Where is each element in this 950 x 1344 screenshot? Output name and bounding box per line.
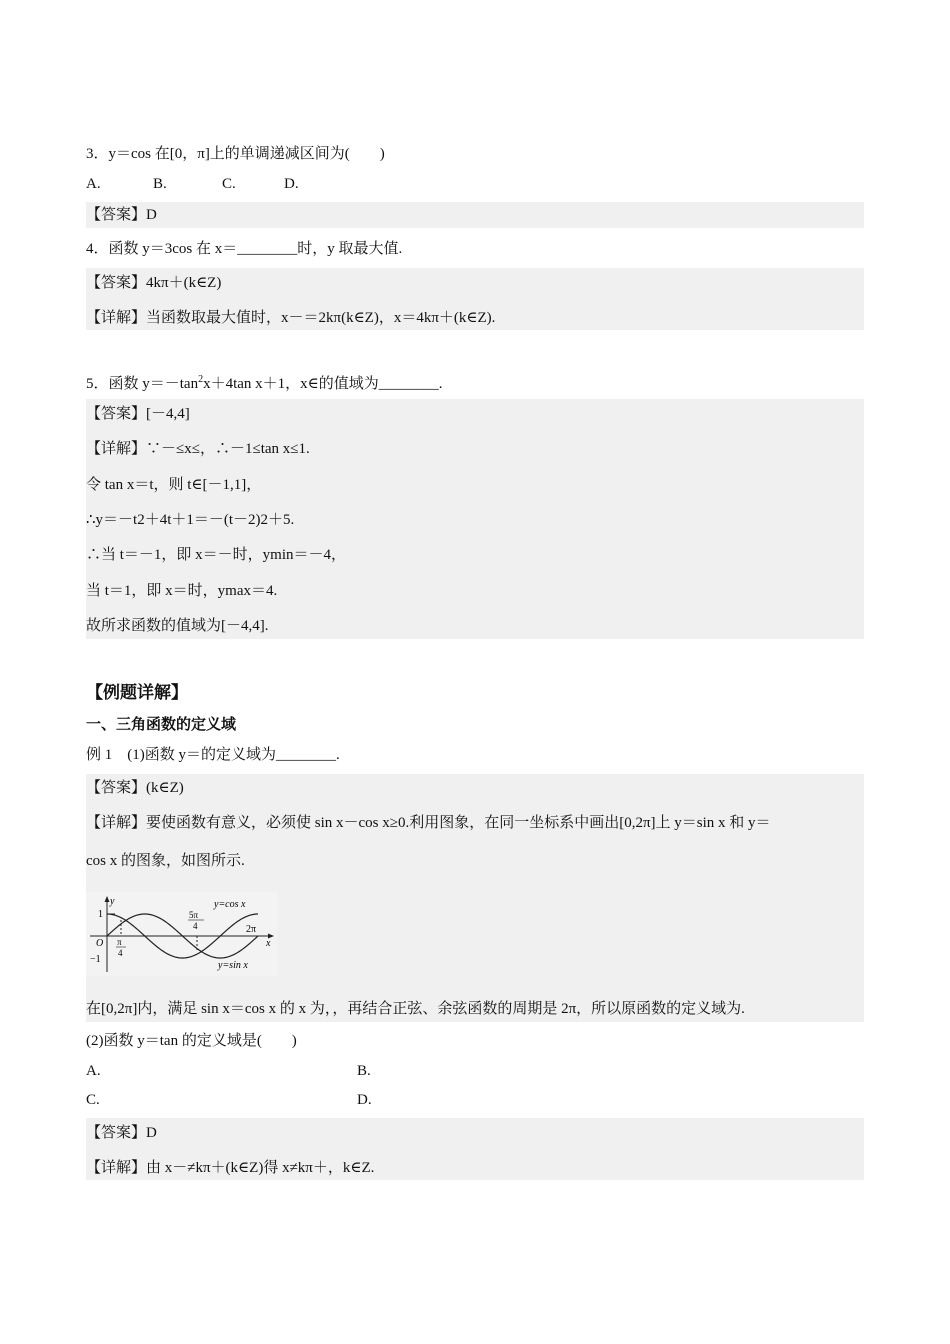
- q5-stem: [86, 369, 443, 395]
- q3-answer: 【答案】D: [86, 207, 157, 223]
- q3-option-d: D.: [284, 176, 299, 192]
- q5-detail-line: 令 tan x＝t，则 t∈[－1,1]，: [86, 477, 262, 493]
- q5-detail-line: 故所求函数的值域为[－4,4].: [86, 618, 269, 634]
- q5-stem-a: 5．函数 y＝－tan: [86, 376, 199, 392]
- q3-stem: 3．y＝cos 在[0，π]上的单调递减区间为( ): [86, 146, 385, 162]
- q5-stem-sup: 2: [198, 374, 204, 385]
- y-axis-arrow: [105, 896, 110, 902]
- five-pi4-den: 4: [193, 921, 198, 931]
- sin-cos-graph: [86, 892, 278, 976]
- q3-option-c: C.: [222, 176, 236, 192]
- q3-option-a: A.: [86, 176, 101, 192]
- ex1-part2-option-a: A.: [86, 1063, 101, 1079]
- ex1-stem: 例 1 (1)函数 y＝的定义域为________.: [86, 747, 340, 763]
- pi4-den: 4: [118, 948, 123, 958]
- q5-answer-box: [86, 399, 864, 639]
- ex1-part2-answer: 【答案】D: [86, 1125, 157, 1141]
- tick-1-label: 1: [98, 909, 103, 920]
- q4-answer: 【答案】4kπ＋(k∈Z): [86, 275, 222, 291]
- origin-label: O: [96, 938, 104, 949]
- ex1-part2-answer-box: [86, 1118, 864, 1180]
- q5-detail-line: ∴当 t＝－1，即 x＝－时，ymin＝－4，: [86, 547, 347, 563]
- ex1-answer: 【答案】(k∈Z): [86, 780, 184, 796]
- ex1-after-graph: 在[0,2π]内，满足 sin x＝cos x 的 x 为，，再结合正弦、余弦函数的周期是 2π，所以原函数的定义域为.: [86, 1001, 745, 1017]
- ex1-part2-stem: (2)函数 y＝tan 的定义域是( ): [86, 1033, 297, 1049]
- section-subtitle: 一、三角函数的定义域: [86, 717, 237, 733]
- two-pi-label: 2π: [246, 924, 257, 935]
- sin-cos-graph-svg: [86, 892, 278, 976]
- cos-curve-label: y=cos x: [214, 899, 246, 910]
- ex1-detail-1: 【详解】要使函数有意义，必须使 sin x－cos x≥0.利用图象，在同一坐标系中画出[0,2π]上 y＝sin x 和 y＝: [86, 815, 771, 831]
- pi4-num: π: [117, 937, 122, 947]
- ex1-part2-option-c: C.: [86, 1092, 100, 1108]
- q5-detail-line: 【详解】∵－≤x≤，∴－1≤tan x≤1.: [86, 441, 310, 457]
- q5-answer: 【答案】[－4,4]: [86, 406, 190, 422]
- q5-detail-line: 当 t＝1，即 x＝时，ymax＝4.: [86, 583, 278, 599]
- q5-detail-line: ∴y＝－t2＋4t＋1＝－(t－2)2＋5.: [86, 512, 295, 528]
- q4-detail: 【详解】当函数取最大值时，x－＝2kπ(k∈Z)，x＝4kπ＋(k∈Z).: [86, 310, 496, 326]
- y-axis-label: y: [110, 896, 115, 907]
- ex1-part2-detail: 【详解】由 x－≠kπ＋(k∈Z)得 x≠kπ＋，k∈Z.: [86, 1160, 375, 1176]
- q5-stem-b: x＋4tan x＋1，x∈的值域为________.: [203, 376, 443, 392]
- five-pi4-num: 5π: [189, 910, 199, 920]
- q3-option-b: B.: [153, 176, 167, 192]
- sin-curve-label: y=sin x: [218, 960, 248, 971]
- q4-stem: 4．函数 y＝3cos 在 x＝________时，y 取最大值.: [86, 241, 403, 257]
- ex1-part2-option-b: B.: [357, 1063, 371, 1079]
- q4-answer-box: [86, 268, 864, 330]
- x-axis-label: x: [266, 938, 271, 949]
- section-title: 【例题详解】: [86, 683, 188, 702]
- q3-answer-box: [86, 202, 864, 228]
- ex1-part2-option-d: D.: [357, 1092, 372, 1108]
- ex1-detail-2: cos x 的图象，如图所示.: [86, 853, 245, 869]
- tick-neg1-label: −1: [90, 954, 101, 965]
